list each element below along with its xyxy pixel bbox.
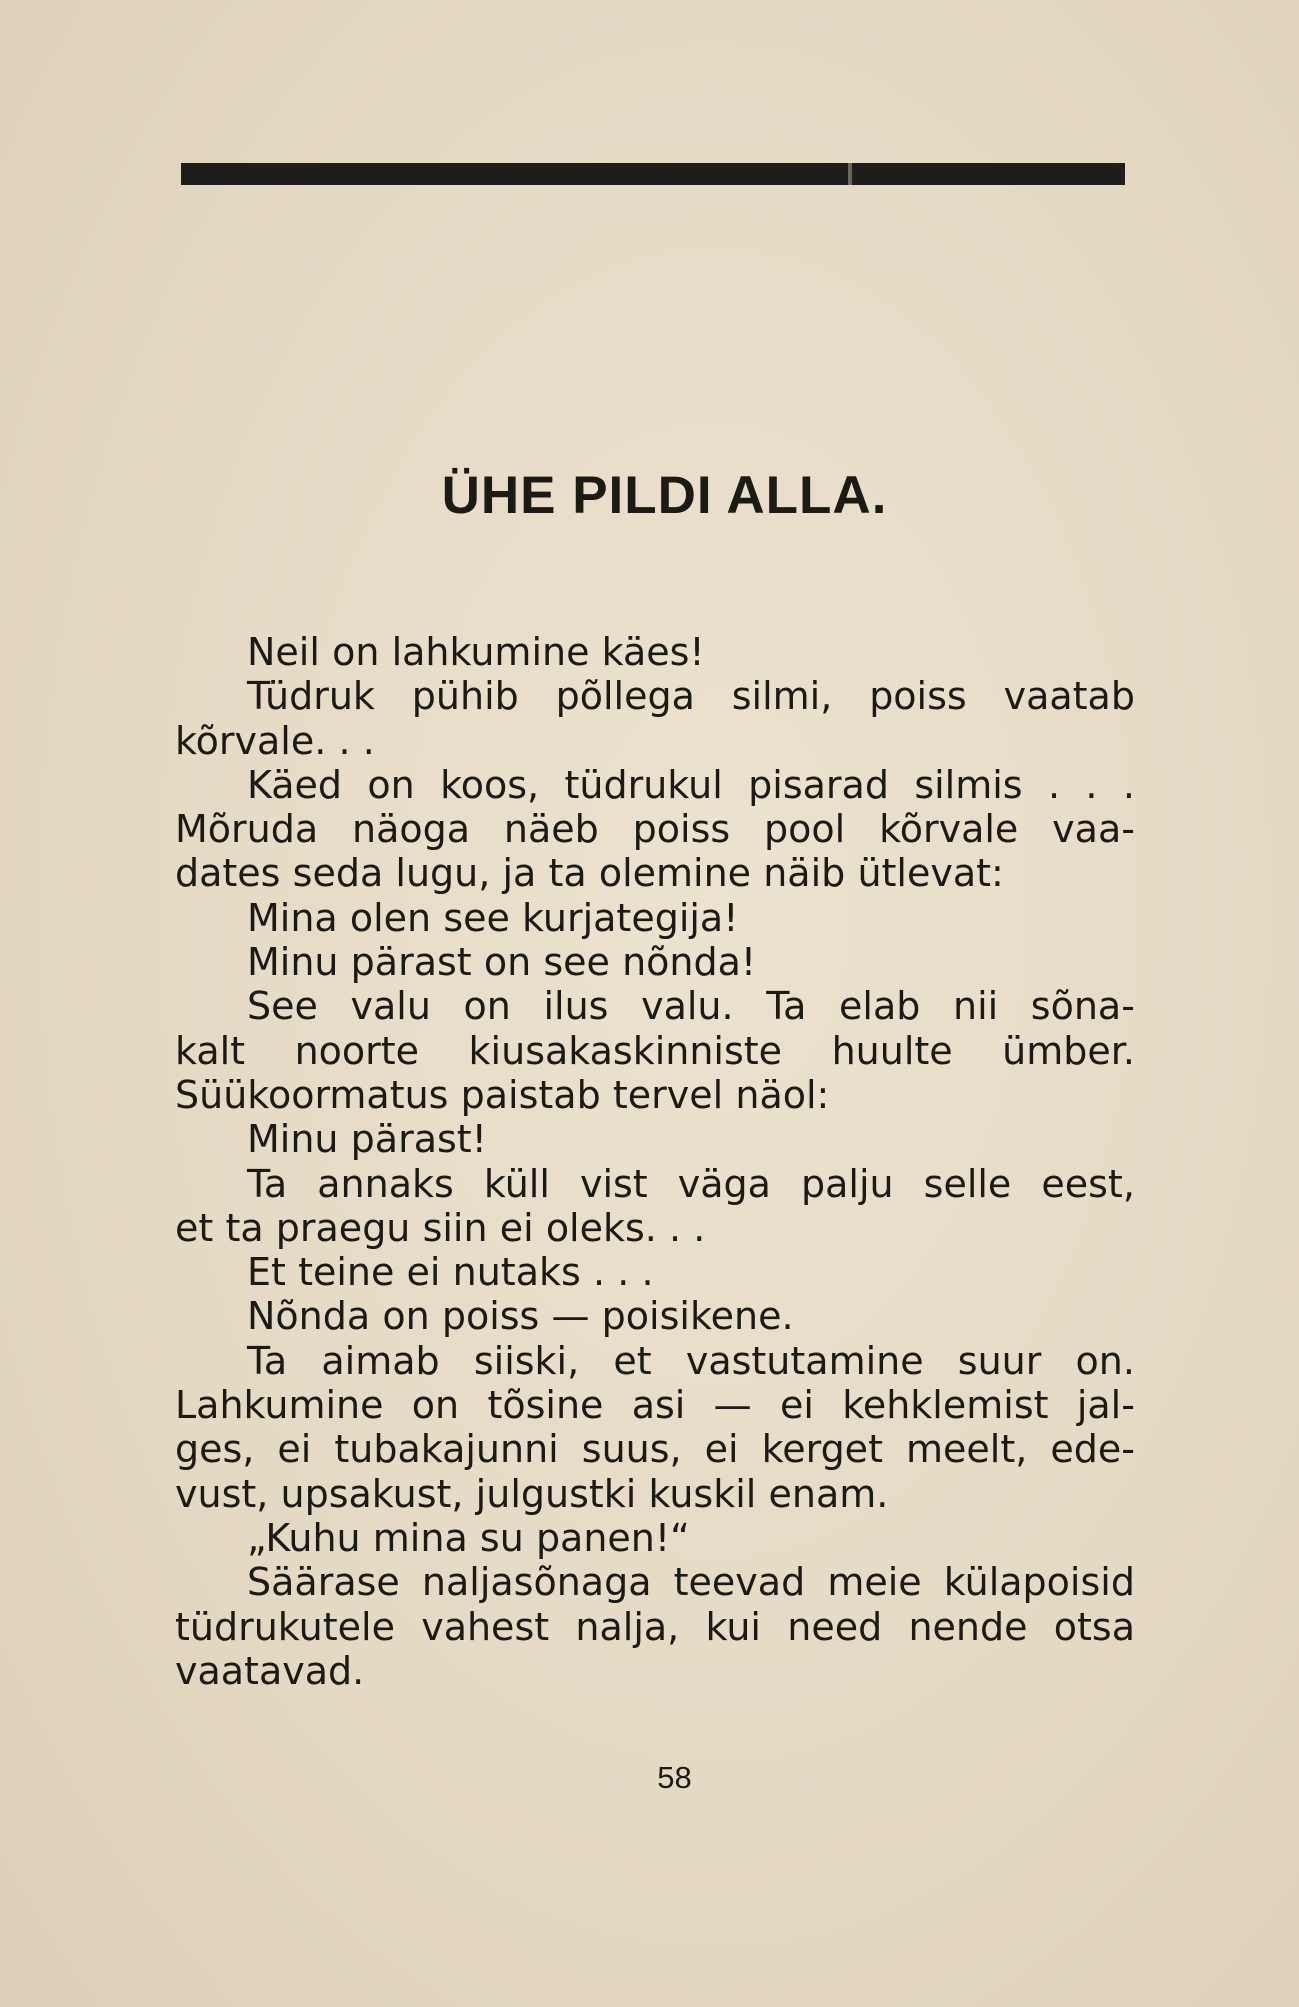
text-line (175, 1250, 1135, 1294)
word: julgustki (475, 1471, 637, 1516)
word: vahest (421, 1604, 550, 1649)
word: nõnda! (622, 940, 757, 985)
word: küll (483, 1161, 550, 1206)
word: on (483, 940, 532, 985)
word: on (332, 630, 380, 674)
word: pärast! (350, 1117, 487, 1162)
word: . (1122, 762, 1135, 807)
word: sõna- (1030, 984, 1135, 1029)
word: need (787, 1604, 883, 1649)
word: on. (1075, 1338, 1135, 1383)
word: elab (839, 984, 921, 1029)
word: väga (677, 1161, 771, 1206)
word: poisikene. (601, 1294, 794, 1339)
word: See (247, 984, 318, 1029)
word: pärast (350, 940, 472, 985)
word: seda (292, 851, 384, 896)
word: otsa (1053, 1604, 1135, 1649)
word: külapoisid (943, 1560, 1135, 1605)
word: kiusakaskinniste (468, 1028, 783, 1073)
word: paistab (460, 1072, 601, 1117)
word: naljasõnaga (421, 1560, 652, 1605)
word: ede- (1050, 1427, 1135, 1472)
word: see (543, 940, 610, 985)
word: . (669, 1205, 682, 1250)
word: mina (372, 1515, 468, 1560)
word: teine (298, 1250, 395, 1295)
word: — (713, 1383, 752, 1428)
text-line (175, 719, 1135, 763)
word: tüdrukul (564, 762, 723, 807)
text-line (175, 630, 1135, 674)
word: käes! (601, 630, 705, 674)
word: ges, (175, 1427, 255, 1472)
word: Nõnda (247, 1294, 371, 1339)
word: pool (764, 807, 846, 852)
word: nii (952, 984, 999, 1029)
word: Mõruda (175, 807, 319, 852)
word: et (613, 1338, 652, 1383)
word: kuskil (648, 1471, 757, 1516)
word: ümber. (1002, 1028, 1135, 1073)
word: silmis (914, 762, 1023, 807)
word: „Kuhu (247, 1515, 361, 1560)
word: kerget (761, 1427, 883, 1472)
word: näoga (352, 807, 471, 852)
word: . (1085, 762, 1098, 807)
word: siin (422, 1205, 488, 1250)
word: enam. (768, 1471, 889, 1516)
word: Et (247, 1250, 286, 1295)
word: selle (923, 1161, 1012, 1206)
word: ja (502, 851, 537, 896)
word: koos, (440, 762, 540, 807)
word: Säärase (247, 1560, 400, 1605)
word: Minu (247, 1117, 339, 1162)
word: vist (579, 1161, 648, 1206)
word: kui (705, 1604, 761, 1649)
word: noorte (294, 1028, 420, 1073)
text-line (175, 674, 1135, 718)
word: oleks. (545, 1205, 657, 1250)
word: pisarad (748, 762, 889, 807)
word: dates (175, 851, 281, 896)
word: Neil (247, 630, 320, 674)
word: Tüdruk (247, 674, 375, 719)
word: suus, (581, 1427, 682, 1472)
word: vust, (175, 1471, 269, 1516)
word: . (641, 1250, 654, 1295)
word: Lahkumine (175, 1383, 384, 1428)
text-line (175, 1294, 1135, 1338)
word: . (362, 718, 375, 763)
word: näeb (503, 807, 599, 852)
word: . (338, 718, 351, 763)
word: Süükoormatus (175, 1072, 449, 1117)
word: praegu (275, 1205, 411, 1250)
word: kõrvale. (175, 718, 327, 763)
word: Mina (247, 895, 338, 940)
text-line (175, 1472, 1135, 1516)
word: kurjategija! (522, 895, 739, 940)
word: poiss (441, 1294, 540, 1339)
word: näol: (735, 1072, 830, 1117)
word: ei (406, 1250, 441, 1295)
word: vaatavad. (175, 1648, 365, 1693)
word: kalt (175, 1028, 246, 1073)
word: meie (827, 1560, 922, 1605)
word: on (463, 984, 511, 1029)
page-number: 58 (657, 1760, 692, 1795)
word: olemine (598, 851, 752, 896)
text-line (175, 1560, 1135, 1604)
word: nutaks (452, 1250, 581, 1295)
text-line (175, 1427, 1135, 1471)
word: et (175, 1205, 214, 1250)
text-line (175, 940, 1135, 984)
chapter-title: ÜHE PILDI ALLA. (441, 466, 888, 525)
word: Ta (766, 984, 807, 1029)
word: su (479, 1515, 524, 1560)
text-line (175, 1117, 1135, 1161)
text-line (175, 1162, 1135, 1206)
word: . (1047, 762, 1061, 807)
word: siiski, (473, 1338, 580, 1383)
word: on (367, 762, 415, 807)
text-line (175, 807, 1135, 851)
word: nalja, (575, 1604, 680, 1649)
word: ei (779, 1383, 814, 1428)
word: kehklemist (842, 1383, 1049, 1428)
text-line (175, 1339, 1135, 1383)
text-line (175, 1073, 1135, 1117)
word: vaatab (1003, 674, 1135, 719)
word: poiss (869, 674, 967, 719)
header-rule-break (848, 163, 852, 185)
word: ei (704, 1427, 739, 1472)
word: ilus (543, 984, 609, 1029)
word: ei (499, 1205, 534, 1250)
word: olen (349, 895, 432, 940)
word: . (693, 1205, 706, 1250)
word: ütlevat: (857, 851, 1004, 896)
body-text (175, 630, 1135, 1693)
word: Ta (247, 1338, 288, 1383)
word: Ta (247, 1161, 288, 1206)
word: valu (350, 984, 431, 1029)
word: kõrvale (879, 807, 1019, 852)
word: aimab (321, 1338, 440, 1383)
word: põllega (555, 674, 695, 719)
word: Minu (247, 940, 339, 985)
word: upsakust, (280, 1471, 464, 1516)
text-line (175, 1029, 1135, 1073)
text-line (175, 851, 1135, 895)
word: teevad (673, 1560, 806, 1605)
word: huulte (831, 1028, 953, 1073)
text-line (175, 763, 1135, 807)
word: ta (548, 851, 587, 896)
word: tervel (612, 1072, 724, 1117)
text-line (175, 1516, 1135, 1560)
word: pühib (411, 674, 519, 719)
word: tüdrukutele (175, 1604, 395, 1649)
text-line (175, 1649, 1135, 1693)
text-line (175, 984, 1135, 1028)
word: valu. (641, 984, 734, 1029)
word: näib (763, 851, 846, 896)
word: poiss (632, 807, 731, 852)
word: jal- (1076, 1383, 1135, 1428)
text-line (175, 1206, 1135, 1250)
word: lugu, (395, 851, 491, 896)
word: see (443, 895, 510, 940)
word: vaa- (1052, 807, 1135, 852)
word: . (592, 1250, 606, 1295)
word: meelt, (905, 1427, 1028, 1472)
word: vastutamine (685, 1338, 924, 1383)
word: ei (277, 1427, 312, 1472)
word: silmi, (731, 674, 833, 719)
word: ta (225, 1205, 264, 1250)
text-line (175, 1383, 1135, 1427)
word: tubakajunni (334, 1427, 559, 1472)
word: suur (957, 1338, 1042, 1383)
word: — (551, 1294, 590, 1339)
word: palju (800, 1161, 894, 1206)
word: lahkumine (391, 630, 590, 674)
word: Käed (247, 762, 343, 807)
word: on (382, 1294, 430, 1339)
word: tõsine (487, 1383, 604, 1428)
decorative-header-rule (181, 163, 1125, 185)
word: annaks (317, 1161, 454, 1206)
word: panen!“ (535, 1515, 690, 1560)
word: . (617, 1250, 630, 1295)
word: nende (908, 1604, 1028, 1649)
word: on (411, 1383, 460, 1428)
text-line (175, 896, 1135, 940)
word: asi (631, 1383, 686, 1428)
text-line (175, 1605, 1135, 1649)
word: eest, (1041, 1161, 1135, 1206)
